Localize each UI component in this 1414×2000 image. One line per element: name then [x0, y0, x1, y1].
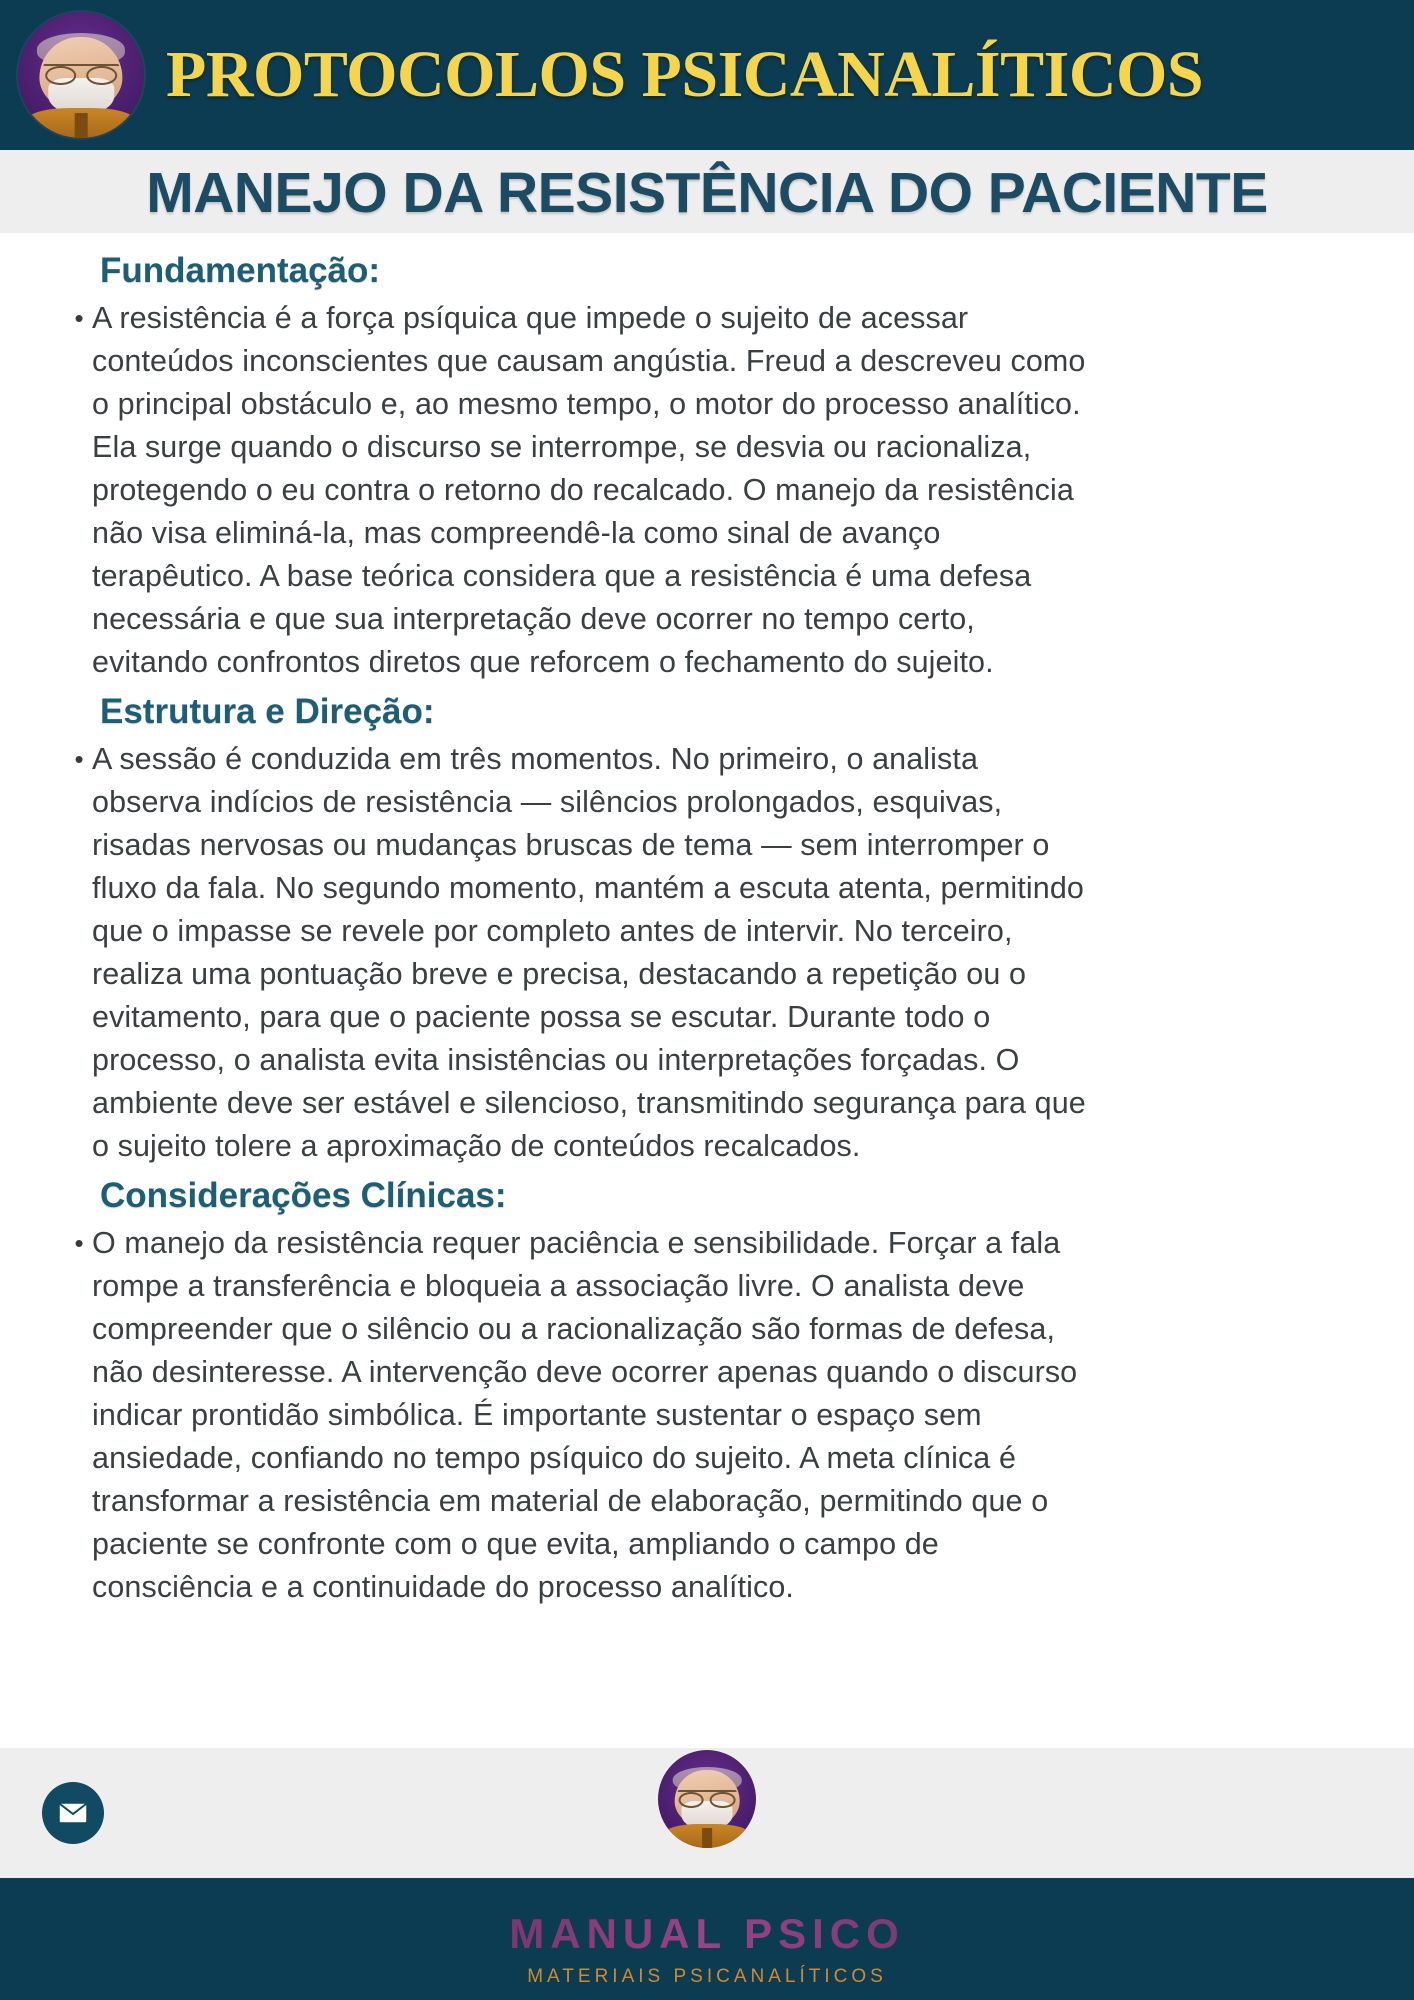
section-estrutura-direcao [52, 692, 1362, 1168]
section-heading: Considerações Clínicas: [100, 1176, 507, 1216]
list-item [52, 1222, 1362, 1609]
section-heading: Fundamentação: [100, 251, 381, 291]
section-body: A resistência é a força psíquica que impede o sujeito de acessar conteúdos inconscientes que causam angústia. Freud a descreveu como o principal obstáculo e, ao mesmo tempo, o motor do processo analítico. Ela surge quando o discurso se interrompe, se desvia ou racionaliza, protegendo o eu contra o retorno do recalcado. O manejo da resistência não visa eliminá-la, mas compreendê-la como sinal de avanço terapêutico. A base teórica considera que a resistência é uma defesa necessária e que sua interpretação deve ocorrer no tempo certo, evitando confrontos diretos que reforcem o fechamento do sujeito. [92, 301, 1086, 680]
section-body: O manejo da resistência requer paciência e sensibilidade. Forçar a fala rompe a transferência e bloqueia a associação livre. O analista deve compreender que o silêncio ou a racionalização são formas de defesa, não desinteresse. A intervenção deve ocorrer apenas quando o discurso indicar prontidão simbólica. É importante sustentar o espaço sem ansiedade, confiando no tempo psíquico do sujeito. A meta clínica é transformar a resistência em material de elaboração, permitindo que o paciente se confronte com o que evita, ampliando o campo de consciência e a continuidade do processo analítico. [92, 1226, 1078, 1605]
logo-title: MANUAL PSICO [509, 1910, 905, 1957]
freud-portrait-icon [658, 1750, 756, 1848]
avatar-glasses-icon [678, 1790, 737, 1804]
bullet-icon: • [74, 303, 84, 334]
freud-portrait-icon [18, 12, 144, 138]
section-fundamentacao [52, 251, 1362, 684]
footer-dark-band [0, 1878, 1414, 2000]
avatar-tie [702, 1828, 712, 1848]
logo-subtitle: MATERIAIS PSICANALÍTICOS [527, 1966, 887, 1987]
envelope-icon[interactable] [42, 1782, 104, 1844]
title-band [0, 150, 1414, 233]
bullet-icon: • [74, 1228, 84, 1259]
page-header [0, 0, 1414, 150]
avatar-glasses-icon [43, 64, 119, 82]
document-content [0, 233, 1414, 1609]
avatar-tie [75, 113, 88, 138]
section-body: A sessão é conduzida em três momentos. No primeiro, o analista observa indícios de resistência — silêncios prolongados, esquivas, risadas nervosas ou mudanças bruscas de tema — sem interromper o fluxo da fala. No segundo momento, mantém a escuta atenta, permitindo que o impasse se revele por completo antes de intervir. No terceiro, realiza uma pontuação breve e precisa, destacando a repetição ou o evitamento, para que o paciente possa se escutar. Durante todo o processo, o analista evita insistências ou interpretações forçadas. O ambiente deve ser estável e silencioso, transmitindo segurança para que o sujeito tolere a aproximação de conteúdos recalcados. [92, 742, 1086, 1164]
bullet-icon: • [74, 744, 84, 775]
section-consideracoes-clinicas [52, 1176, 1362, 1609]
page-title: MANEJO DA RESISTÊNCIA DO PACIENTE [146, 161, 1268, 225]
section-heading: Estrutura e Direção: [100, 692, 435, 732]
list-item [52, 738, 1362, 1168]
brand-title: PROTOCOLOS PSICANALÍTICOS [166, 38, 1204, 111]
list-item [52, 297, 1362, 684]
